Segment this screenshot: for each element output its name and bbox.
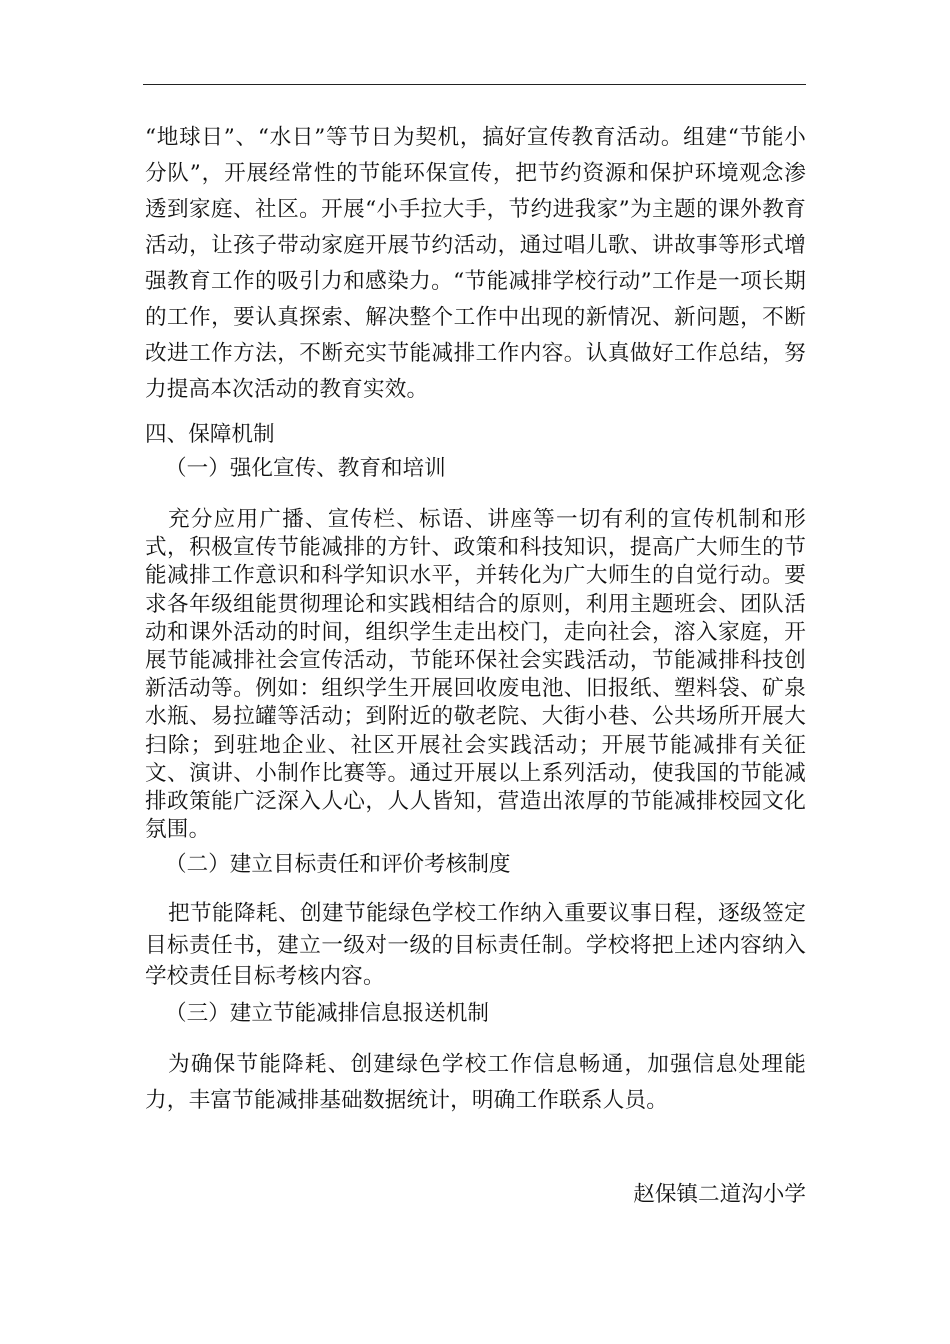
document-body [145,120,806,1119]
section-heading: 四、保障机制 [145,422,275,447]
intro-paragraph: “地球日”、“水日”等节日为契机，搞好宣传教育活动。组建“节能小分队”，开展经常性的节能环保宣传，把节约资源和保护环境观念渗透到家庭、社区。开展“小手拉大手，节约进我家”为主题的课外教育活动，让孩子带动家庭开展节约活动，通过唱儿歌、讲故事等形式增强教育工作的吸引力和感染力。“节能减排学校行动”工作是一项长期的工作，要认真探索、解决整个工作中出现的新情况、新问题，不断改进工作方法，不断充实节能减排工作内容。认真做好工作总结，努力提高本次活动的教育实效。 [145,125,806,402]
header-rule [143,84,806,85]
subsection-body-1: 充分应用广播、宣传栏、标语、讲座等一切有利的宣传机制和形式，积极宣传节能减排的方针、政策和科技知识，提高广大师生的节能减排工作意识和科学知识水平，并转化为广大师生的自觉行动。要求各年级组能贯彻理论和实践相结合的原则，利用主题班会、团队活动和课外活动的时间，组织学生走出校门，走向社会，溶入家庭，开展节能减排社会宣传活动，节能环保社会实践活动，节能减排科技创新活动等。例如：组织学生开展回收废电池、旧报纸、塑料袋、矿泉水瓶、易拉罐等活动；到附近的敬老院、大街小巷、公共场所开展大扫除；到驻地企业、社区开展社会实践活动；开展节能减排有关征文、演讲、小制作比赛等。通过开展以上系列活动，使我国的节能减排政策能广泛深入人心，人人皆知，营造出浓厚的节能减排校园文化氛围。 [145,507,806,843]
subsection-body-3: 为确保节能降耗、创建绿色学校工作信息畅通，加强信息处理能力，丰富节能减排基础数据统计，明确工作联系人员。 [145,1051,806,1113]
signature-school-name: 赵保镇二道沟小学 [633,1182,806,1207]
subsection-heading-1: （一）强化宣传、教育和培训 [165,456,446,481]
subsection-body-2: 把节能降耗、创建节能绿色学校工作纳入重要议事日程，逐级签定目标责任书，建立一级对一级的目标责任制。学校将把上述内容纳入学校责任目标考核内容。 [145,901,806,990]
subsection-heading-3: （三）建立节能减排信息报送机制 [165,1000,489,1026]
subsection-heading-2: （二）建立目标责任和评价考核制度 [165,852,511,878]
